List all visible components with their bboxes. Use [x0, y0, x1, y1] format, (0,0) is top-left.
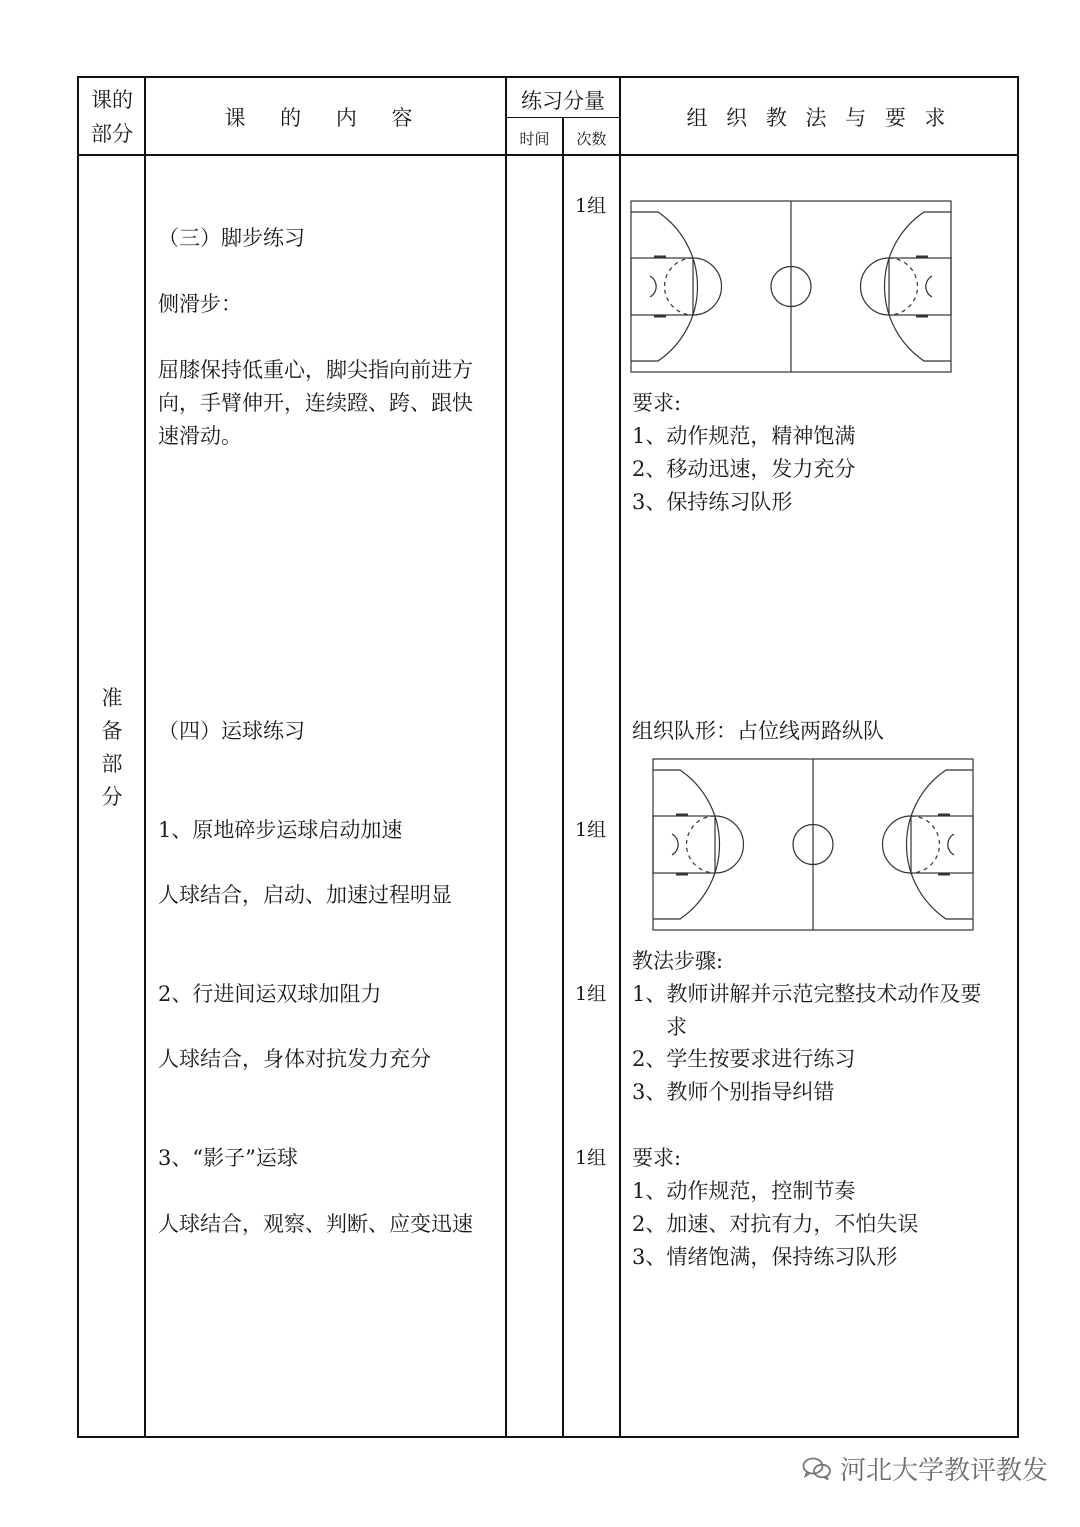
- count-cell: 1组: [575, 819, 607, 841]
- table-bottom-border: [77, 1436, 1019, 1438]
- header-load: 练习分量: [521, 89, 605, 113]
- requirements-title: 要求:: [632, 391, 682, 415]
- count-cell: 1组: [575, 1147, 607, 1169]
- header-count: 次数: [576, 130, 607, 148]
- item1-title: 1、原地碎步运球启动加速: [158, 818, 403, 842]
- part3-desc-line: 速滑动。: [158, 424, 242, 448]
- item3-desc: 人球结合，观察、判断、应变迅速: [158, 1212, 473, 1236]
- basketball-court-diagram: [652, 758, 974, 931]
- item2-title: 2、行进间运双球加阻力: [158, 982, 382, 1006]
- item2-desc: 人球结合，身体对抗发力充分: [158, 1047, 431, 1071]
- part3-desc-line: 屈膝保持低重心，脚尖指向前进方: [158, 358, 473, 382]
- section-label-char: 备: [101, 719, 123, 743]
- count-cell: 1组: [575, 195, 607, 217]
- section-label-char: 准: [101, 686, 123, 710]
- table-top-border: [77, 76, 1019, 78]
- header-time: 时间: [519, 130, 550, 148]
- formation-text: 组织队形：占位线两路纵队: [632, 719, 884, 743]
- requirement-item: 2、加速、对抗有力，不怕失误: [632, 1212, 919, 1236]
- table-left-border: [77, 76, 79, 1438]
- item3-title: 3、“影子”运球: [158, 1146, 298, 1170]
- col-divider-part: [144, 76, 146, 1438]
- part3-title: （三）脚步练习: [158, 226, 305, 250]
- step-item: 2、学生按要求进行练习: [632, 1047, 856, 1071]
- requirement-item: 3、保持练习队形: [632, 490, 793, 514]
- part3-desc-line: 向，手臂伸开，连续蹬、跨、跟快: [158, 391, 473, 415]
- requirement-item: 3、情绪饱满，保持练习队形: [632, 1245, 898, 1269]
- header-part-line2: 部分: [91, 122, 133, 146]
- col-divider-time: [562, 117, 564, 1438]
- requirements-title: 要求:: [632, 1146, 682, 1170]
- part3-subtitle: 侧滑步：: [158, 292, 242, 316]
- section-label: [80, 682, 144, 814]
- requirement-item: 1、动作规范，精神饱满: [632, 424, 856, 448]
- table-header-border: [77, 154, 1019, 156]
- section-label-char: 部: [101, 752, 123, 776]
- table-right-border: [1017, 76, 1019, 1438]
- step-item-continued: 求: [666, 1015, 687, 1039]
- watermark: [802, 1450, 1048, 1487]
- requirement-item: 2、移动迅速，发力充分: [632, 457, 856, 481]
- header-org: 组 织 教 法 与 要 求: [686, 106, 952, 130]
- header-part-line1: 课的: [91, 88, 133, 112]
- step-item: 1、教师讲解并示范完整技术动作及要: [632, 982, 982, 1006]
- wechat-icon: [802, 1456, 832, 1482]
- part4-title: （四）运球练习: [158, 719, 305, 743]
- section-label-char: 分: [101, 785, 123, 809]
- watermark-text: 河北大学教评教发: [839, 1456, 1048, 1486]
- requirement-item: 1、动作规范，控制节奏: [632, 1179, 856, 1203]
- col-divider-content: [505, 76, 507, 1438]
- item1-desc: 人球结合，启动、加速过程明显: [158, 883, 452, 907]
- basketball-court-diagram: [630, 200, 952, 373]
- col-divider-load: [619, 76, 621, 1438]
- count-cell: 1组: [575, 983, 607, 1005]
- step-item: 3、教师个别指导纠错: [632, 1080, 835, 1104]
- header-content: 课 的 内 容: [224, 106, 427, 130]
- steps-title: 教法步骤:: [632, 949, 724, 973]
